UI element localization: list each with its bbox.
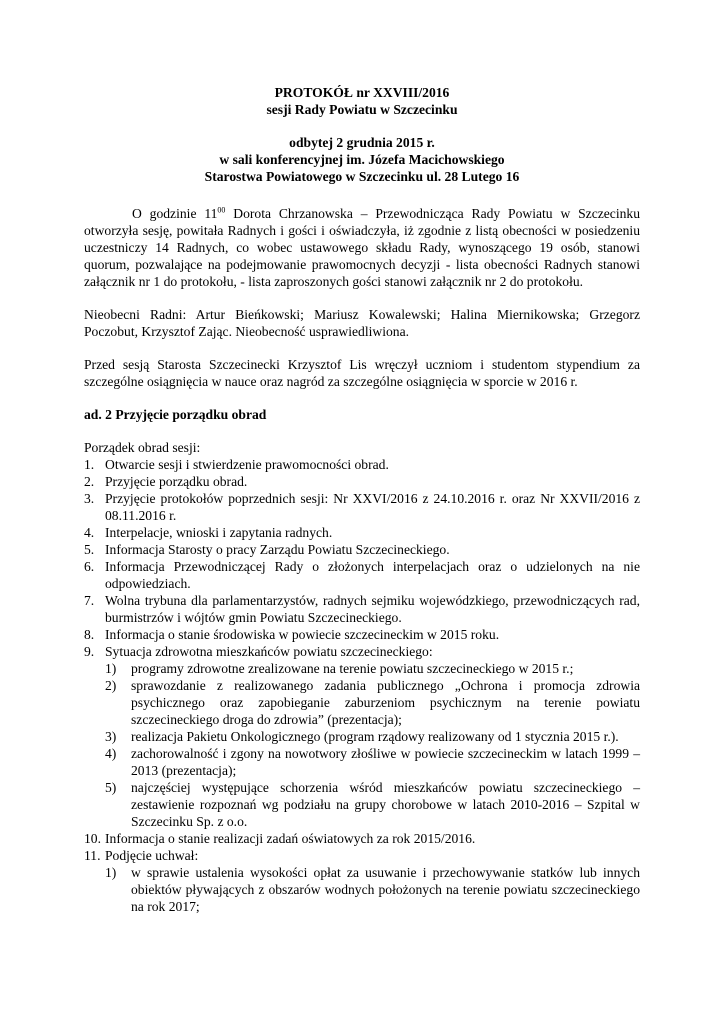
agenda-item <box>84 592 640 626</box>
agenda-text: Informacja Przewodniczącej Rady o złożonych interpelacjach oraz o udzielonych na nie odpowiedziach. <box>105 559 640 591</box>
agenda-item <box>84 626 640 643</box>
agenda-number: 7. <box>84 593 95 608</box>
subitem-text: realizacja Pakietu Onkologicznego (program rządowy realizowany od 1 stycznia 2015 r.). <box>131 729 619 744</box>
session-subtitle: sesji Rady Powiatu w Szczecinku <box>266 102 458 117</box>
agenda-text: Otwarcie sesji i stwierdzenie prawomocności obrad. <box>105 457 389 472</box>
agenda-item <box>84 847 640 864</box>
agenda-intro: Porządek obrad sesji: <box>84 440 201 455</box>
agenda-number: 11. <box>84 848 101 863</box>
agenda-item <box>84 558 640 592</box>
session-venue: w sali konferencyjnej im. Józefa Macichowskiego <box>219 152 505 167</box>
session-date: odbytej 2 grudnia 2015 r. <box>289 135 435 150</box>
agenda-number: 9. <box>84 644 95 659</box>
agenda-item <box>84 830 640 847</box>
agenda-number: 10. <box>84 831 101 846</box>
agenda-number: 1. <box>84 457 95 472</box>
subitem-number: 1) <box>105 661 117 676</box>
subitem-number: 3) <box>105 729 117 744</box>
before-session-paragraph: Przed sesją Starosta Szczecinecki Krzysztof Lis wręczył uczniom i studentom stypendium za szczególne osiągnięcia w nauce oraz nagród za szczególne osiągnięcia w sporcie w 2016 r. <box>84 357 640 389</box>
subitem-text: zachorowalność i zgony na nowotwory złośliwe w powiecie szczecineckim w latach 1999 – 2013 (prezentacja); <box>131 746 640 778</box>
agenda-item <box>84 541 640 558</box>
absent-paragraph: Nieobecni Radni: Artur Bieńkowski; Mariusz Kowalewski; Halina Miernikowska; Grzegorz Poczobut, Krzysztof Zając. Nieobecność usprawiedliwiona. <box>84 307 640 339</box>
agenda-subitem <box>105 864 640 915</box>
agenda-subitem <box>105 745 640 779</box>
agenda-subitem <box>105 728 640 745</box>
intro-text: Dorota Chrzanowska – Przewodnicząca Rady Powiatu w Szczecinku otworzyła sesję, powitała Radnych i gości i oświadczyła, iż zgodnie z listą obecności w posiedzeniu uczestniczy 14 Radnych, co wobec ustawowego składu Rady, wynoszącego 19 osób, stanowi quorum, pozwalające na podejmowanie prawomocnych decyzji - lista obecności Radnych stanowi załącznik nr 1 do protokołu, - lista zaproszonych gości stanowi załącznik nr 2 do protokołu. <box>84 206 641 289</box>
agenda-item <box>84 643 640 660</box>
section-heading: ad. 2 Przyjęcie porządku obrad <box>84 407 267 422</box>
subitem-text: w sprawie ustalenia wysokości opłat za usuwanie i przechowywanie statków lub innych obiektów pływających z obszarów wodnych położonych na terenie powiatu szczecineckiego na rok 2017; <box>131 865 640 914</box>
agenda-number: 4. <box>84 525 95 540</box>
agenda-subitem <box>105 660 640 677</box>
agenda-text: Interpelacje, wnioski i zapytania radnych. <box>105 525 333 540</box>
agenda-text: Informacja o stanie realizacji zadań oświatowych za rok 2015/2016. <box>105 831 476 846</box>
agenda-text: Informacja o stanie środowiska w powiecie szczecineckim w 2015 roku. <box>105 627 500 642</box>
agenda-item <box>84 490 640 524</box>
agenda-item <box>84 456 640 473</box>
intro-paragraph <box>84 205 640 290</box>
agenda-number: 8. <box>84 627 95 642</box>
agenda-text: Przyjęcie porządku obrad. <box>105 474 248 489</box>
agenda-number: 2. <box>84 474 95 489</box>
subitem-number: 5) <box>105 780 117 795</box>
agenda-number: 5. <box>84 542 95 557</box>
agenda-item <box>84 473 640 490</box>
agenda-subitem <box>105 779 640 830</box>
protocol-title: PROTOKÓŁ nr XXVIII/2016 <box>274 85 450 100</box>
subitem-number: 2) <box>105 678 117 693</box>
agenda-number: 3. <box>84 491 95 506</box>
agenda-item <box>84 524 640 541</box>
agenda-subitem <box>105 677 640 728</box>
subitem-text: programy zdrowotne zrealizowane na terenie powiatu szczecineckiego w 2015 r.; <box>131 661 574 676</box>
agenda-text: Wolna trybuna dla parlamentarzystów, radnych sejmiku wojewódzkiego, przewodniczących rad, burmistrzów i wójtów gmin Powiatu Szczecineckiego. <box>105 593 640 625</box>
document-header <box>84 84 640 185</box>
subitem-number: 1) <box>105 865 117 880</box>
agenda-text: Przyjęcie protokołów poprzednich sesji: Nr XXVI/2016 z 24.10.2016 r. oraz Nr XXVII/2016 z 08.11.2016 r. <box>105 491 640 523</box>
agenda-list <box>84 456 640 915</box>
intro-prefix: O godzinie 11 <box>132 206 218 221</box>
subitem-number: 4) <box>105 746 117 761</box>
agenda-text: Informacja Starosty o pracy Zarządu Powiatu Szczecineckiego. <box>105 542 450 557</box>
agenda-number: 6. <box>84 559 95 574</box>
subitem-text: sprawozdanie z realizowanego zadania publicznego „Ochrona i promocja zdrowia psychicznego oraz zapobieganie zaburzeniom psychicznym na terenie powiatu szczecineckiego droga do zdrowia” (prezentacja); <box>131 678 640 727</box>
agenda-text: Sytuacja zdrowotna mieszkańców powiatu szczecineckiego: <box>105 644 433 659</box>
intro-superscript: 00 <box>217 205 226 215</box>
session-address: Starostwa Powiatowego w Szczecinku ul. 28 Lutego 16 <box>204 169 520 184</box>
agenda-text: Podjęcie uchwał: <box>105 848 199 863</box>
subitem-text: najczęściej występujące schorzenia wśród mieszkańców powiatu szczecineckiego – zestawienie rozpoznań wg podziału na grupy chorobowe w latach 2010-2016 – Szpital w Szczecinku Sp. z o.o. <box>131 780 640 829</box>
